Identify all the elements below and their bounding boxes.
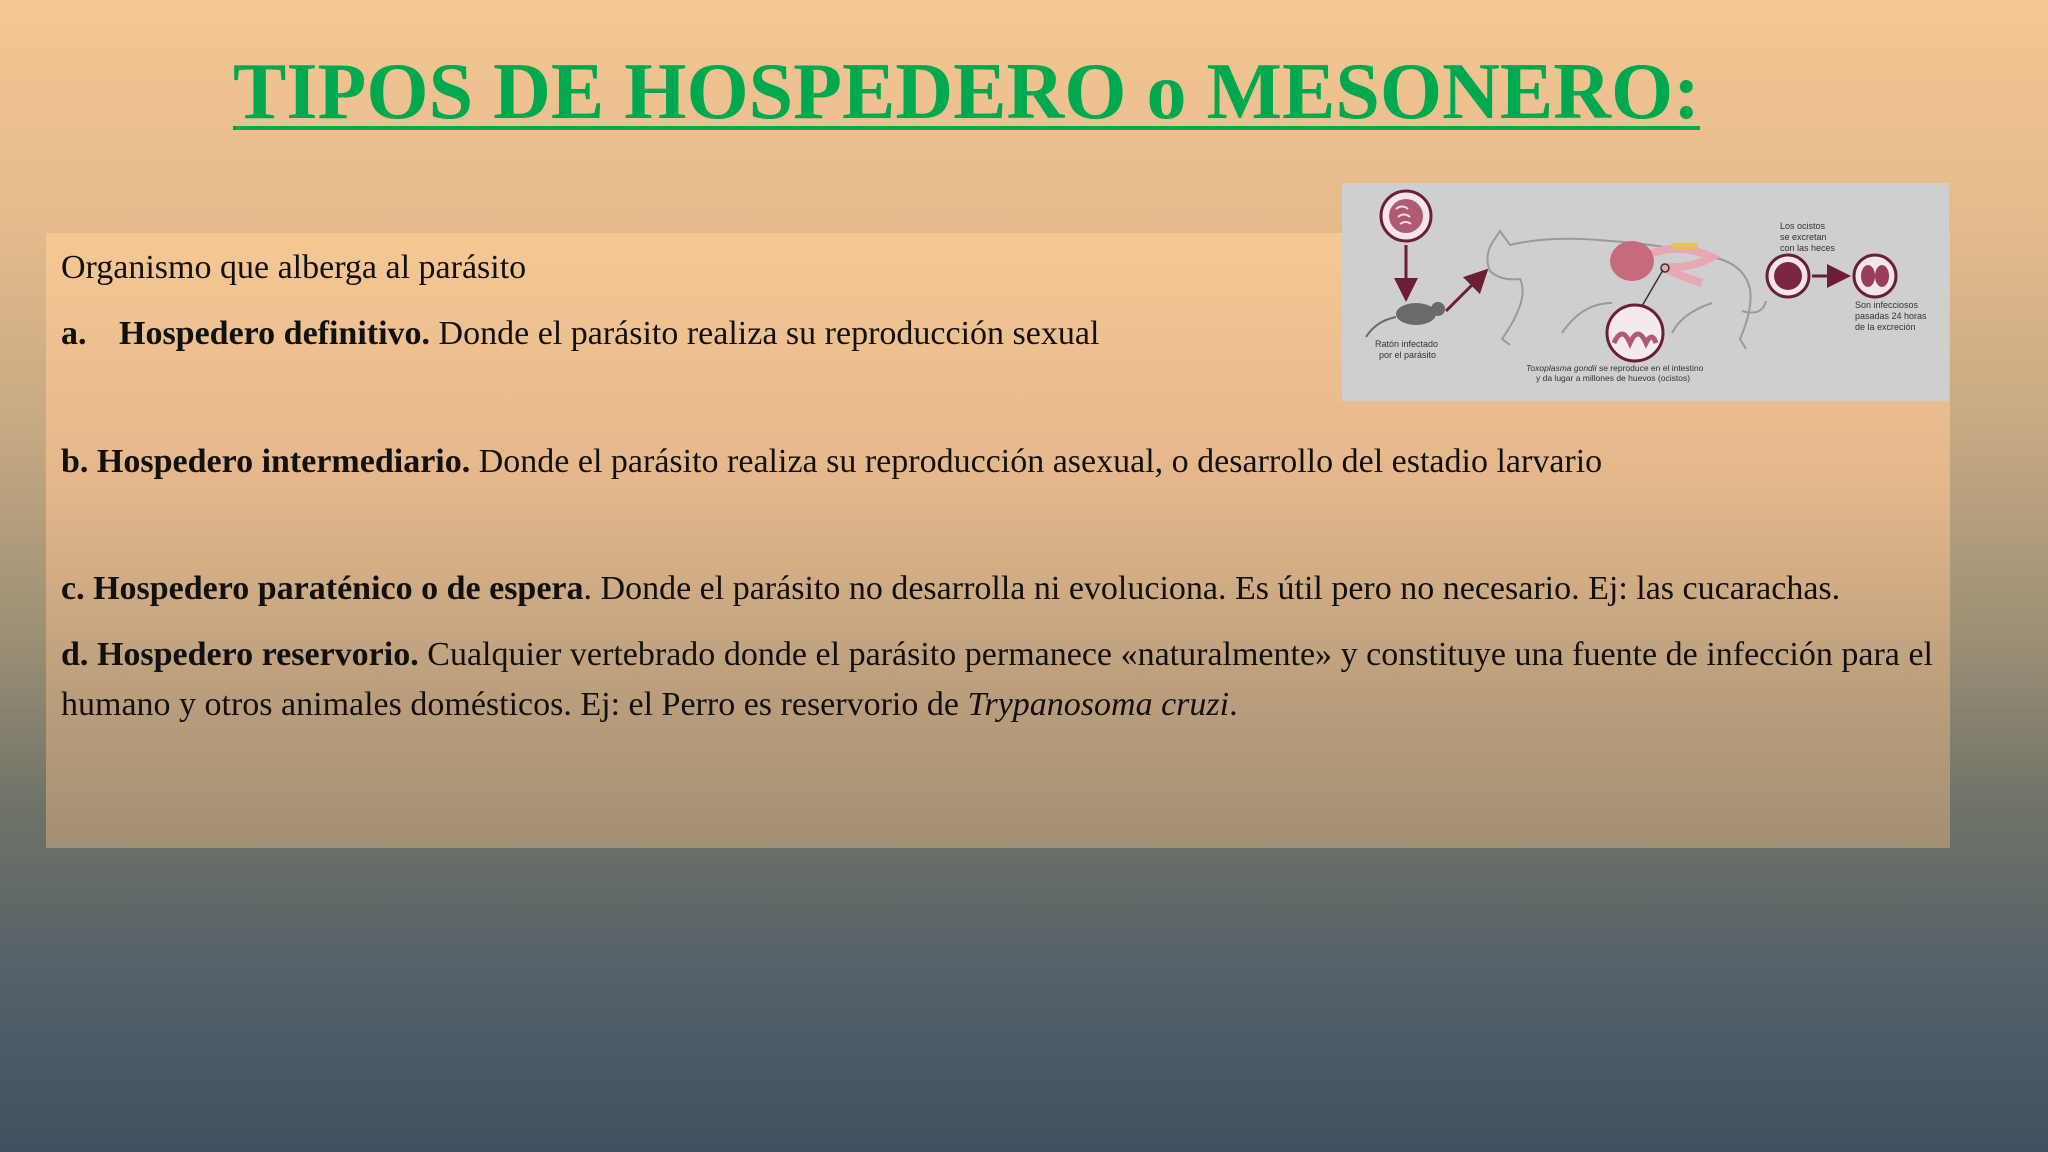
item-reservoir-host [61, 630, 1933, 730]
item-d-description: Cualquier vertebrado donde el parásito permanece «naturalmente» y constituye una fuente de infección para el humano y otros animales domésticos. Ej: el Perro es reservorio de [61, 636, 1933, 723]
mouse-label-line-1: Ratón infectado [1375, 339, 1439, 349]
item-d-end: . [1229, 686, 1238, 723]
item-b-description: Donde el parásito realiza su reproducción asexual, o desarrollo del estadio larvario [470, 443, 1603, 480]
sporulated-oocyst-icon [1854, 255, 1896, 297]
item-paratenic-host [61, 564, 1933, 614]
intestine-organs-icon [1610, 241, 1712, 283]
infective-label-line-2: pasadas 24 horas [1855, 311, 1927, 321]
intestine-zoom-icon [1607, 305, 1663, 361]
item-c-description: . Donde el parásito no desarrolla ni evoluciona. Es útil pero no necesario. Ej: las cucarachas. [583, 570, 1841, 607]
oocyst-label-line-2: se excretan [1780, 232, 1827, 242]
item-a-description: Donde el parásito realiza su reproducción sexual [430, 315, 1100, 352]
item-d-species: Trypanosoma cruzi [967, 686, 1230, 723]
tissue-cyst-icon [1381, 191, 1431, 241]
item-intermediate-host [61, 437, 1933, 487]
diagonal-arrow-icon [1446, 275, 1482, 311]
mouse-label-line-2: por el parásito [1379, 350, 1437, 360]
item-a-term: Hospedero definitivo. [119, 315, 431, 352]
oocyst-icon [1767, 255, 1809, 297]
infective-label-line-1: Son infecciosos [1855, 300, 1919, 310]
oocyst-label-line-1: Los ocistos [1780, 221, 1826, 231]
item-d-term: d. Hospedero reservorio. [61, 636, 419, 673]
item-b-term: b. Hospedero intermediario. [61, 443, 471, 480]
toxoplasma-lifecycle-diagram [1342, 183, 1949, 401]
infective-label-line-3: de la excreción [1855, 322, 1916, 332]
oocyst-label-line-3: con las heces [1780, 243, 1836, 253]
intro-text: Organismo que alberga al parásito [61, 249, 527, 286]
slide-title: TIPOS DE HOSPEDERO o MESONERO: [233, 48, 1700, 136]
item-c-term: c. Hospedero paraténico o de espera [61, 570, 584, 607]
mouse-icon [1366, 302, 1445, 337]
item-a-marker: a. [61, 315, 87, 352]
diagram-caption-line-1: Toxoplasma gondii se reproduce en el intestino [1526, 363, 1704, 373]
diagram-caption-line-2: y da lugar a millones de huevos (ocistos) [1536, 373, 1691, 383]
